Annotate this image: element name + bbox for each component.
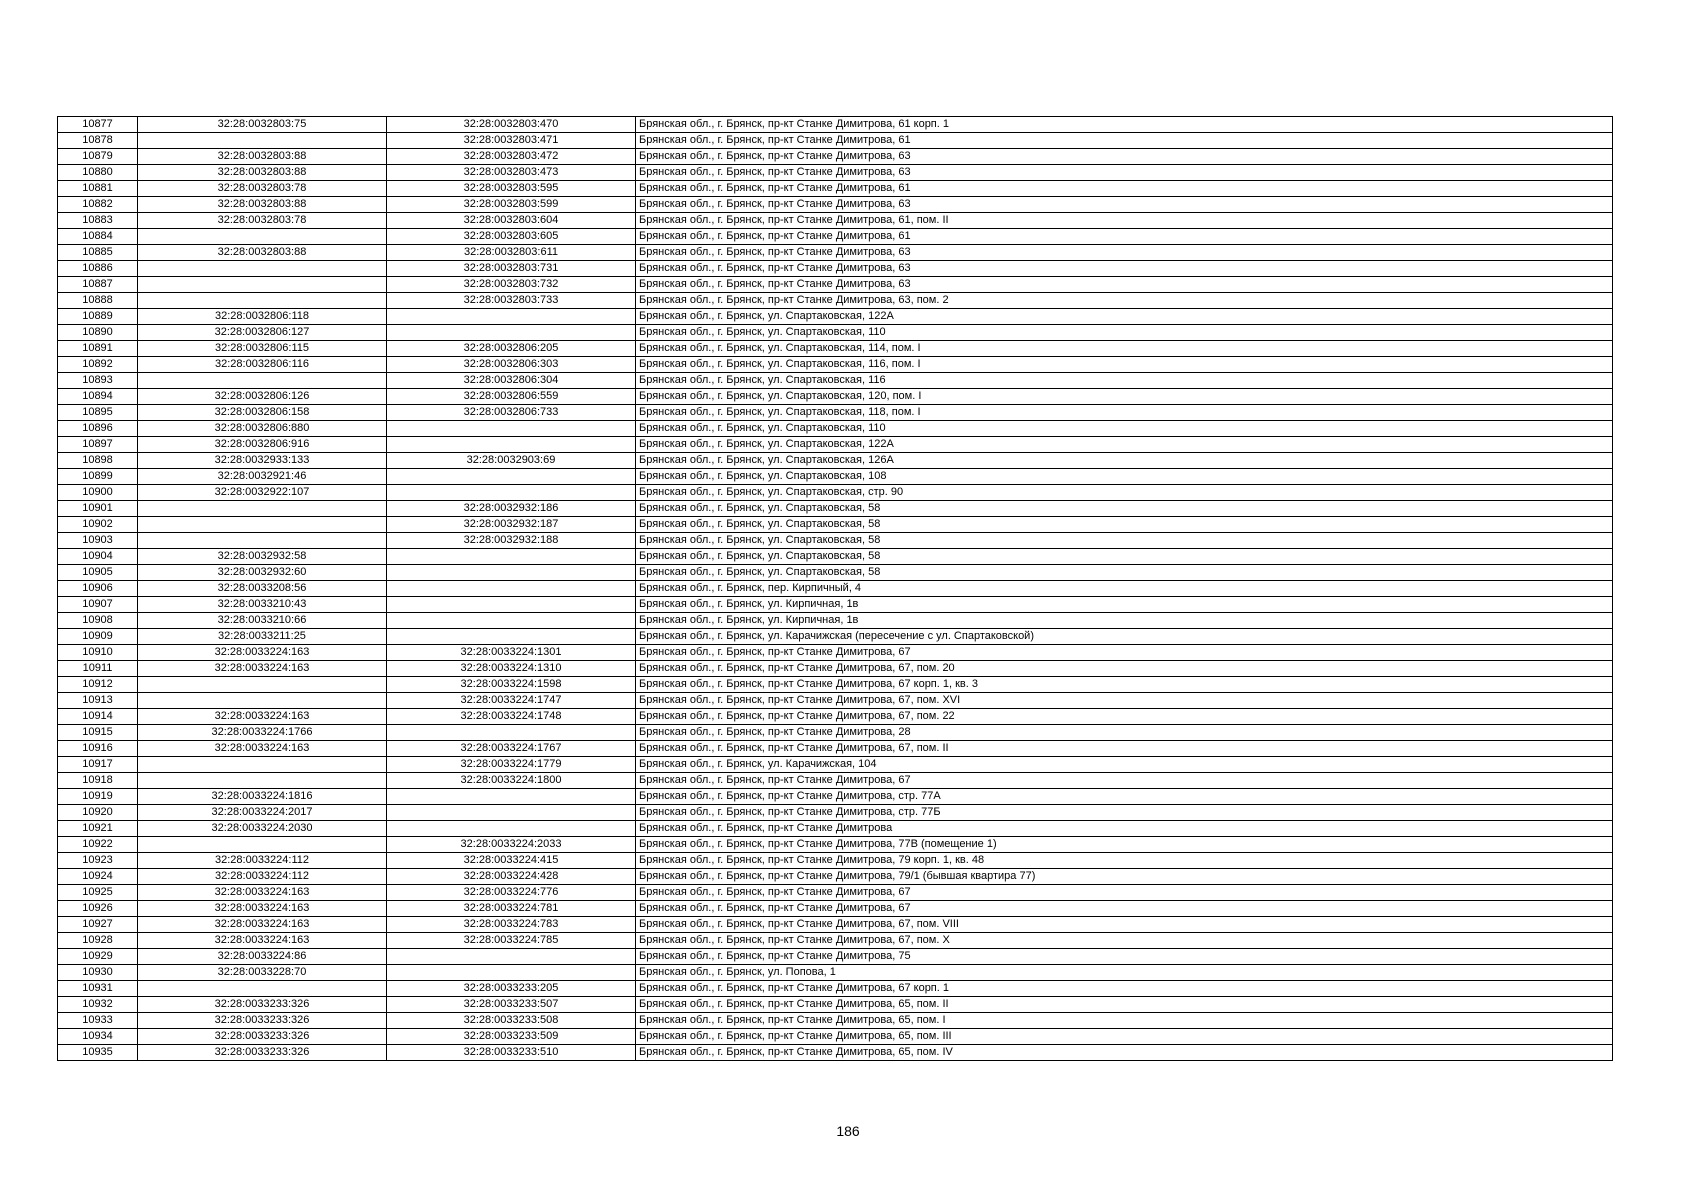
address: Брянская обл., г. Брянск, пр-кт Станке Димитрова, 67, пом. 20 [636, 661, 1613, 677]
address: Брянская обл., г. Брянск, пр-кт Станке Димитрова, 79 корп. 1, кв. 48 [636, 853, 1613, 869]
land-cadastral-number: 32:28:0033224:163 [138, 901, 387, 917]
object-cadastral-number [387, 469, 636, 485]
land-cadastral-number [138, 837, 387, 853]
land-cadastral-number: 32:28:0032932:58 [138, 549, 387, 565]
row-number: 10880 [58, 165, 138, 181]
table-row [58, 325, 1613, 341]
table-row [58, 261, 1613, 277]
table-row [58, 677, 1613, 693]
row-number: 10899 [58, 469, 138, 485]
land-cadastral-number [138, 517, 387, 533]
land-cadastral-number: 32:28:0032806:880 [138, 421, 387, 437]
row-number: 10915 [58, 725, 138, 741]
row-number: 10894 [58, 389, 138, 405]
address: Брянская обл., г. Брянск, ул. Спартаковская, 110 [636, 325, 1613, 341]
table-row [58, 357, 1613, 373]
object-cadastral-number: 32:28:0033224:2033 [387, 837, 636, 853]
object-cadastral-number: 32:28:0033224:1767 [387, 741, 636, 757]
object-cadastral-number [387, 821, 636, 837]
object-cadastral-number: 32:28:0032803:599 [387, 197, 636, 213]
land-cadastral-number: 32:28:0033224:163 [138, 917, 387, 933]
row-number: 10923 [58, 853, 138, 869]
land-cadastral-number: 32:28:0032806:115 [138, 341, 387, 357]
land-cadastral-number: 32:28:0033233:326 [138, 1029, 387, 1045]
address: Брянская обл., г. Брянск, ул. Карачижская, 104 [636, 757, 1613, 773]
table-row [58, 1013, 1613, 1029]
object-cadastral-number: 32:28:0032806:304 [387, 373, 636, 389]
row-number: 10887 [58, 277, 138, 293]
land-cadastral-number: 32:28:0033224:1766 [138, 725, 387, 741]
land-cadastral-number: 32:28:0032806:126 [138, 389, 387, 405]
address: Брянская обл., г. Брянск, пр-кт Станке Димитрова, 67 корп. 1 [636, 981, 1613, 997]
row-number: 10883 [58, 213, 138, 229]
row-number: 10889 [58, 309, 138, 325]
address: Брянская обл., г. Брянск, ул. Спартаковская, 126А [636, 453, 1613, 469]
row-number: 10902 [58, 517, 138, 533]
address: Брянская обл., г. Брянск, пр-кт Станке Димитрова, 67, пом. XVI [636, 693, 1613, 709]
table-row [58, 453, 1613, 469]
table-row [58, 405, 1613, 421]
address: Брянская обл., г. Брянск, пр-кт Станке Димитрова, 65, пом. I [636, 1013, 1613, 1029]
address: Брянская обл., г. Брянск, ул. Спартаковская, стр. 90 [636, 485, 1613, 501]
object-cadastral-number: 32:28:0033224:1301 [387, 645, 636, 661]
object-cadastral-number: 32:28:0033224:785 [387, 933, 636, 949]
row-number: 10914 [58, 709, 138, 725]
land-cadastral-number: 32:28:0032803:78 [138, 213, 387, 229]
object-cadastral-number [387, 949, 636, 965]
object-cadastral-number: 32:28:0032806:733 [387, 405, 636, 421]
land-cadastral-number: 32:28:0033208:56 [138, 581, 387, 597]
address: Брянская обл., г. Брянск, пр-кт Станке Димитрова, 63 [636, 277, 1613, 293]
address: Брянская обл., г. Брянск, пр-кт Станке Димитрова [636, 821, 1613, 837]
row-number: 10918 [58, 773, 138, 789]
table-row [58, 981, 1613, 997]
table-row [58, 773, 1613, 789]
address: Брянская обл., г. Брянск, пр-кт Станке Димитрова, 67 [636, 773, 1613, 789]
table-row [58, 421, 1613, 437]
row-number: 10877 [58, 117, 138, 133]
object-cadastral-number [387, 581, 636, 597]
row-number: 10935 [58, 1045, 138, 1061]
land-cadastral-number: 32:28:0033224:163 [138, 709, 387, 725]
table-row [58, 741, 1613, 757]
object-cadastral-number [387, 549, 636, 565]
table-row [58, 997, 1613, 1013]
table-row [58, 869, 1613, 885]
row-number: 10917 [58, 757, 138, 773]
address: Брянская обл., г. Брянск, ул. Спартаковская, 58 [636, 549, 1613, 565]
land-cadastral-number: 32:28:0033224:2030 [138, 821, 387, 837]
table-row [58, 389, 1613, 405]
object-cadastral-number: 32:28:0032803:731 [387, 261, 636, 277]
address: Брянская обл., г. Брянск, пр-кт Станке Димитрова, 67, пом. X [636, 933, 1613, 949]
address: Брянская обл., г. Брянск, пр-кт Станке Димитрова, 61 корп. 1 [636, 117, 1613, 133]
address: Брянская обл., г. Брянск, ул. Спартаковская, 122А [636, 309, 1613, 325]
object-cadastral-number [387, 325, 636, 341]
row-number: 10924 [58, 869, 138, 885]
land-cadastral-number [138, 757, 387, 773]
row-number: 10932 [58, 997, 138, 1013]
row-number: 10892 [58, 357, 138, 373]
table-row [58, 917, 1613, 933]
address: Брянская обл., г. Брянск, ул. Кирпичная, 1в [636, 613, 1613, 629]
land-cadastral-number: 32:28:0033211:25 [138, 629, 387, 645]
row-number: 10910 [58, 645, 138, 661]
address: Брянская обл., г. Брянск, пр-кт Станке Димитрова, 61 [636, 229, 1613, 245]
object-cadastral-number [387, 421, 636, 437]
row-number: 10907 [58, 597, 138, 613]
land-cadastral-number: 32:28:0032806:116 [138, 357, 387, 373]
address: Брянская обл., г. Брянск, пр-кт Станке Димитрова, 63 [636, 245, 1613, 261]
land-cadastral-number: 32:28:0033233:326 [138, 997, 387, 1013]
row-number: 10905 [58, 565, 138, 581]
object-cadastral-number: 32:28:0032806:205 [387, 341, 636, 357]
object-cadastral-number [387, 309, 636, 325]
object-cadastral-number: 32:28:0033224:428 [387, 869, 636, 885]
row-number: 10901 [58, 501, 138, 517]
land-cadastral-number: 32:28:0033224:163 [138, 645, 387, 661]
object-cadastral-number [387, 965, 636, 981]
object-cadastral-number: 32:28:0033224:1779 [387, 757, 636, 773]
object-cadastral-number: 32:28:0032806:303 [387, 357, 636, 373]
row-number: 10916 [58, 741, 138, 757]
table-row [58, 149, 1613, 165]
land-cadastral-number: 32:28:0032933:133 [138, 453, 387, 469]
object-cadastral-number [387, 725, 636, 741]
address: Брянская обл., г. Брянск, ул. Спартаковская, 116 [636, 373, 1613, 389]
address: Брянская обл., г. Брянск, пр-кт Станке Димитрова, 75 [636, 949, 1613, 965]
object-cadastral-number: 32:28:0033224:1748 [387, 709, 636, 725]
land-cadastral-number: 32:28:0032803:88 [138, 165, 387, 181]
row-number: 10884 [58, 229, 138, 245]
address: Брянская обл., г. Брянск, пер. Кирпичный, 4 [636, 581, 1613, 597]
land-cadastral-number: 32:28:0033224:2017 [138, 805, 387, 821]
table-row [58, 1045, 1613, 1061]
land-cadastral-number [138, 293, 387, 309]
object-cadastral-number: 32:28:0033224:776 [387, 885, 636, 901]
table-row [58, 805, 1613, 821]
table-row [58, 949, 1613, 965]
land-cadastral-number: 32:28:0032803:88 [138, 245, 387, 261]
table-row [58, 341, 1613, 357]
page-number: 186 [836, 1123, 860, 1139]
table-row [58, 597, 1613, 613]
row-number: 10891 [58, 341, 138, 357]
row-number: 10908 [58, 613, 138, 629]
row-number: 10925 [58, 885, 138, 901]
cadastral-table [57, 116, 1613, 1061]
land-cadastral-number [138, 277, 387, 293]
address: Брянская обл., г. Брянск, ул. Спартаковская, 122А [636, 437, 1613, 453]
table-row [58, 629, 1613, 645]
table-row [58, 533, 1613, 549]
object-cadastral-number: 32:28:0032803:732 [387, 277, 636, 293]
table-row [58, 197, 1613, 213]
address: Брянская обл., г. Брянск, пр-кт Станке Димитрова, 67 [636, 901, 1613, 917]
row-number: 10913 [58, 693, 138, 709]
row-number: 10890 [58, 325, 138, 341]
table-row [58, 501, 1613, 517]
address: Брянская обл., г. Брянск, пр-кт Станке Димитрова, стр. 77Б [636, 805, 1613, 821]
row-number: 10934 [58, 1029, 138, 1045]
land-cadastral-number [138, 229, 387, 245]
land-cadastral-number: 32:28:0032806:158 [138, 405, 387, 421]
table-row [58, 117, 1613, 133]
row-number: 10904 [58, 549, 138, 565]
land-cadastral-number: 32:28:0033224:1816 [138, 789, 387, 805]
row-number: 10927 [58, 917, 138, 933]
address: Брянская обл., г. Брянск, пр-кт Станке Димитрова, стр. 77А [636, 789, 1613, 805]
table-row [58, 1029, 1613, 1045]
address: Брянская обл., г. Брянск, пр-кт Станке Димитрова, 65, пом. II [636, 997, 1613, 1013]
row-number: 10912 [58, 677, 138, 693]
object-cadastral-number: 32:28:0032803:595 [387, 181, 636, 197]
land-cadastral-number: 32:28:0033233:326 [138, 1013, 387, 1029]
land-cadastral-number [138, 373, 387, 389]
object-cadastral-number: 32:28:0033224:415 [387, 853, 636, 869]
address: Брянская обл., г. Брянск, ул. Спартаковская, 58 [636, 565, 1613, 581]
row-number: 10885 [58, 245, 138, 261]
row-number: 10909 [58, 629, 138, 645]
object-cadastral-number: 32:28:0033224:1598 [387, 677, 636, 693]
table-row [58, 373, 1613, 389]
row-number: 10896 [58, 421, 138, 437]
table-body [58, 117, 1613, 1061]
land-cadastral-number: 32:28:0032921:46 [138, 469, 387, 485]
object-cadastral-number [387, 629, 636, 645]
address: Брянская обл., г. Брянск, пр-кт Станке Димитрова, 67, пом. II [636, 741, 1613, 757]
address: Брянская обл., г. Брянск, пр-кт Станке Димитрова, 67 [636, 885, 1613, 901]
row-number: 10906 [58, 581, 138, 597]
row-number: 10882 [58, 197, 138, 213]
object-cadastral-number: 32:28:0032803:611 [387, 245, 636, 261]
address: Брянская обл., г. Брянск, пр-кт Станке Димитрова, 63 [636, 197, 1613, 213]
table-row [58, 133, 1613, 149]
land-cadastral-number [138, 501, 387, 517]
row-number: 10898 [58, 453, 138, 469]
address: Брянская обл., г. Брянск, ул. Спартаковская, 58 [636, 533, 1613, 549]
table-row [58, 757, 1613, 773]
object-cadastral-number [387, 789, 636, 805]
address: Брянская обл., г. Брянск, ул. Спартаковская, 116, пом. I [636, 357, 1613, 373]
land-cadastral-number [138, 981, 387, 997]
address: Брянская обл., г. Брянск, пр-кт Станке Димитрова, 65, пом. III [636, 1029, 1613, 1045]
row-number: 10920 [58, 805, 138, 821]
land-cadastral-number: 32:28:0033224:112 [138, 869, 387, 885]
table-row [58, 693, 1613, 709]
object-cadastral-number [387, 805, 636, 821]
object-cadastral-number: 32:28:0032932:187 [387, 517, 636, 533]
address: Брянская обл., г. Брянск, ул. Карачижская (пересечение с ул. Спартаковской) [636, 629, 1613, 645]
table-row [58, 853, 1613, 869]
land-cadastral-number: 32:28:0032806:118 [138, 309, 387, 325]
table-row [58, 821, 1613, 837]
table-row [58, 933, 1613, 949]
land-cadastral-number: 32:28:0033224:163 [138, 661, 387, 677]
row-number: 10903 [58, 533, 138, 549]
row-number: 10931 [58, 981, 138, 997]
address: Брянская обл., г. Брянск, ул. Кирпичная, 1в [636, 597, 1613, 613]
row-number: 10888 [58, 293, 138, 309]
row-number: 10878 [58, 133, 138, 149]
object-cadastral-number [387, 437, 636, 453]
object-cadastral-number: 32:28:0032932:186 [387, 501, 636, 517]
object-cadastral-number: 32:28:0032803:604 [387, 213, 636, 229]
table-row [58, 277, 1613, 293]
land-cadastral-number: 32:28:0032932:60 [138, 565, 387, 581]
table-row [58, 565, 1613, 581]
land-cadastral-number: 32:28:0032803:75 [138, 117, 387, 133]
row-number: 10929 [58, 949, 138, 965]
address: Брянская обл., г. Брянск, ул. Спартаковская, 108 [636, 469, 1613, 485]
land-cadastral-number [138, 533, 387, 549]
object-cadastral-number: 32:28:0033233:205 [387, 981, 636, 997]
row-number: 10897 [58, 437, 138, 453]
table-row [58, 965, 1613, 981]
land-cadastral-number: 32:28:0032806:127 [138, 325, 387, 341]
address: Брянская обл., г. Брянск, пр-кт Станке Димитрова, 67, пом. VIII [636, 917, 1613, 933]
address: Брянская обл., г. Брянск, пр-кт Станке Димитрова, 28 [636, 725, 1613, 741]
table-row [58, 485, 1613, 501]
land-cadastral-number [138, 261, 387, 277]
address: Брянская обл., г. Брянск, пр-кт Станке Димитрова, 63 [636, 261, 1613, 277]
table-row [58, 901, 1613, 917]
object-cadastral-number: 32:28:0032803:470 [387, 117, 636, 133]
table-row [58, 581, 1613, 597]
row-number: 10911 [58, 661, 138, 677]
table-row [58, 837, 1613, 853]
address: Брянская обл., г. Брянск, пр-кт Станке Димитрова, 61 [636, 181, 1613, 197]
object-cadastral-number: 32:28:0032803:472 [387, 149, 636, 165]
table-row [58, 645, 1613, 661]
land-cadastral-number: 32:28:0033210:43 [138, 597, 387, 613]
table-row [58, 517, 1613, 533]
land-cadastral-number: 32:28:0033233:326 [138, 1045, 387, 1061]
address: Брянская обл., г. Брянск, ул. Спартаковская, 110 [636, 421, 1613, 437]
address: Брянская обл., г. Брянск, ул. Спартаковская, 114, пом. I [636, 341, 1613, 357]
table-row [58, 725, 1613, 741]
address: Брянская обл., г. Брянск, пр-кт Станке Димитрова, 61, пом. II [636, 213, 1613, 229]
object-cadastral-number: 32:28:0033233:507 [387, 997, 636, 1013]
address: Брянская обл., г. Брянск, пр-кт Станке Димитрова, 63 [636, 165, 1613, 181]
object-cadastral-number [387, 485, 636, 501]
land-cadastral-number: 32:28:0032922:107 [138, 485, 387, 501]
object-cadastral-number: 32:28:0032903:69 [387, 453, 636, 469]
table-row [58, 165, 1613, 181]
row-number: 10895 [58, 405, 138, 421]
object-cadastral-number: 32:28:0032803:605 [387, 229, 636, 245]
row-number: 10933 [58, 1013, 138, 1029]
table-row [58, 549, 1613, 565]
object-cadastral-number: 32:28:0033224:783 [387, 917, 636, 933]
address: Брянская обл., г. Брянск, пр-кт Станке Димитрова, 79/1 (бывшая квартира 77) [636, 869, 1613, 885]
land-cadastral-number: 32:28:0033224:163 [138, 933, 387, 949]
table-row [58, 229, 1613, 245]
table-row [58, 789, 1613, 805]
table-row [58, 293, 1613, 309]
row-number: 10930 [58, 965, 138, 981]
object-cadastral-number: 32:28:0033233:510 [387, 1045, 636, 1061]
address: Брянская обл., г. Брянск, пр-кт Станке Димитрова, 67, пом. 22 [636, 709, 1613, 725]
object-cadastral-number: 32:28:0032803:733 [387, 293, 636, 309]
object-cadastral-number: 32:28:0033224:1310 [387, 661, 636, 677]
object-cadastral-number: 32:28:0033224:781 [387, 901, 636, 917]
row-number: 10921 [58, 821, 138, 837]
land-cadastral-number: 32:28:0032803:88 [138, 197, 387, 213]
land-cadastral-number: 32:28:0032803:78 [138, 181, 387, 197]
land-cadastral-number [138, 677, 387, 693]
land-cadastral-number: 32:28:0033210:66 [138, 613, 387, 629]
row-number: 10922 [58, 837, 138, 853]
object-cadastral-number [387, 597, 636, 613]
object-cadastral-number: 32:28:0032932:188 [387, 533, 636, 549]
row-number: 10919 [58, 789, 138, 805]
address: Брянская обл., г. Брянск, пр-кт Станке Димитрова, 67 корп. 1, кв. 3 [636, 677, 1613, 693]
address: Брянская обл., г. Брянск, ул. Спартаковская, 58 [636, 501, 1613, 517]
object-cadastral-number [387, 565, 636, 581]
address: Брянская обл., г. Брянск, пр-кт Станке Димитрова, 63 [636, 149, 1613, 165]
land-cadastral-number: 32:28:0032803:88 [138, 149, 387, 165]
land-cadastral-number [138, 133, 387, 149]
object-cadastral-number: 32:28:0033224:1747 [387, 693, 636, 709]
table-row [58, 245, 1613, 261]
row-number: 10926 [58, 901, 138, 917]
row-number: 10886 [58, 261, 138, 277]
land-cadastral-number [138, 693, 387, 709]
table-row [58, 469, 1613, 485]
land-cadastral-number: 32:28:0032806:916 [138, 437, 387, 453]
table-row [58, 885, 1613, 901]
address: Брянская обл., г. Брянск, пр-кт Станке Димитрова, 63, пом. 2 [636, 293, 1613, 309]
table-row [58, 613, 1613, 629]
object-cadastral-number [387, 613, 636, 629]
row-number: 10928 [58, 933, 138, 949]
table-row [58, 181, 1613, 197]
object-cadastral-number: 32:28:0033233:508 [387, 1013, 636, 1029]
row-number: 10900 [58, 485, 138, 501]
object-cadastral-number: 32:28:0033233:509 [387, 1029, 636, 1045]
table-row [58, 661, 1613, 677]
table-row [58, 309, 1613, 325]
address: Брянская обл., г. Брянск, пр-кт Станке Димитрова, 65, пом. IV [636, 1045, 1613, 1061]
object-cadastral-number: 32:28:0032803:471 [387, 133, 636, 149]
object-cadastral-number: 32:28:0032806:559 [387, 389, 636, 405]
table-row [58, 709, 1613, 725]
land-cadastral-number: 32:28:0033224:86 [138, 949, 387, 965]
row-number: 10879 [58, 149, 138, 165]
land-cadastral-number [138, 773, 387, 789]
row-number: 10881 [58, 181, 138, 197]
address: Брянская обл., г. Брянск, ул. Спартаковская, 118, пом. I [636, 405, 1613, 421]
land-cadastral-number: 32:28:0033224:163 [138, 885, 387, 901]
object-cadastral-number: 32:28:0032803:473 [387, 165, 636, 181]
address: Брянская обл., г. Брянск, пр-кт Станке Димитрова, 61 [636, 133, 1613, 149]
address: Брянская обл., г. Брянск, ул. Спартаковская, 58 [636, 517, 1613, 533]
land-cadastral-number: 32:28:0033224:112 [138, 853, 387, 869]
table-row [58, 437, 1613, 453]
row-number: 10893 [58, 373, 138, 389]
table-row [58, 213, 1613, 229]
address: Брянская обл., г. Брянск, пр-кт Станке Димитрова, 67 [636, 645, 1613, 661]
object-cadastral-number: 32:28:0033224:1800 [387, 773, 636, 789]
address: Брянская обл., г. Брянск, ул. Попова, 1 [636, 965, 1613, 981]
address: Брянская обл., г. Брянск, пр-кт Станке Димитрова, 77В (помещение 1) [636, 837, 1613, 853]
land-cadastral-number: 32:28:0033224:163 [138, 741, 387, 757]
land-cadastral-number: 32:28:0033228:70 [138, 965, 387, 981]
address: Брянская обл., г. Брянск, ул. Спартаковская, 120, пом. I [636, 389, 1613, 405]
